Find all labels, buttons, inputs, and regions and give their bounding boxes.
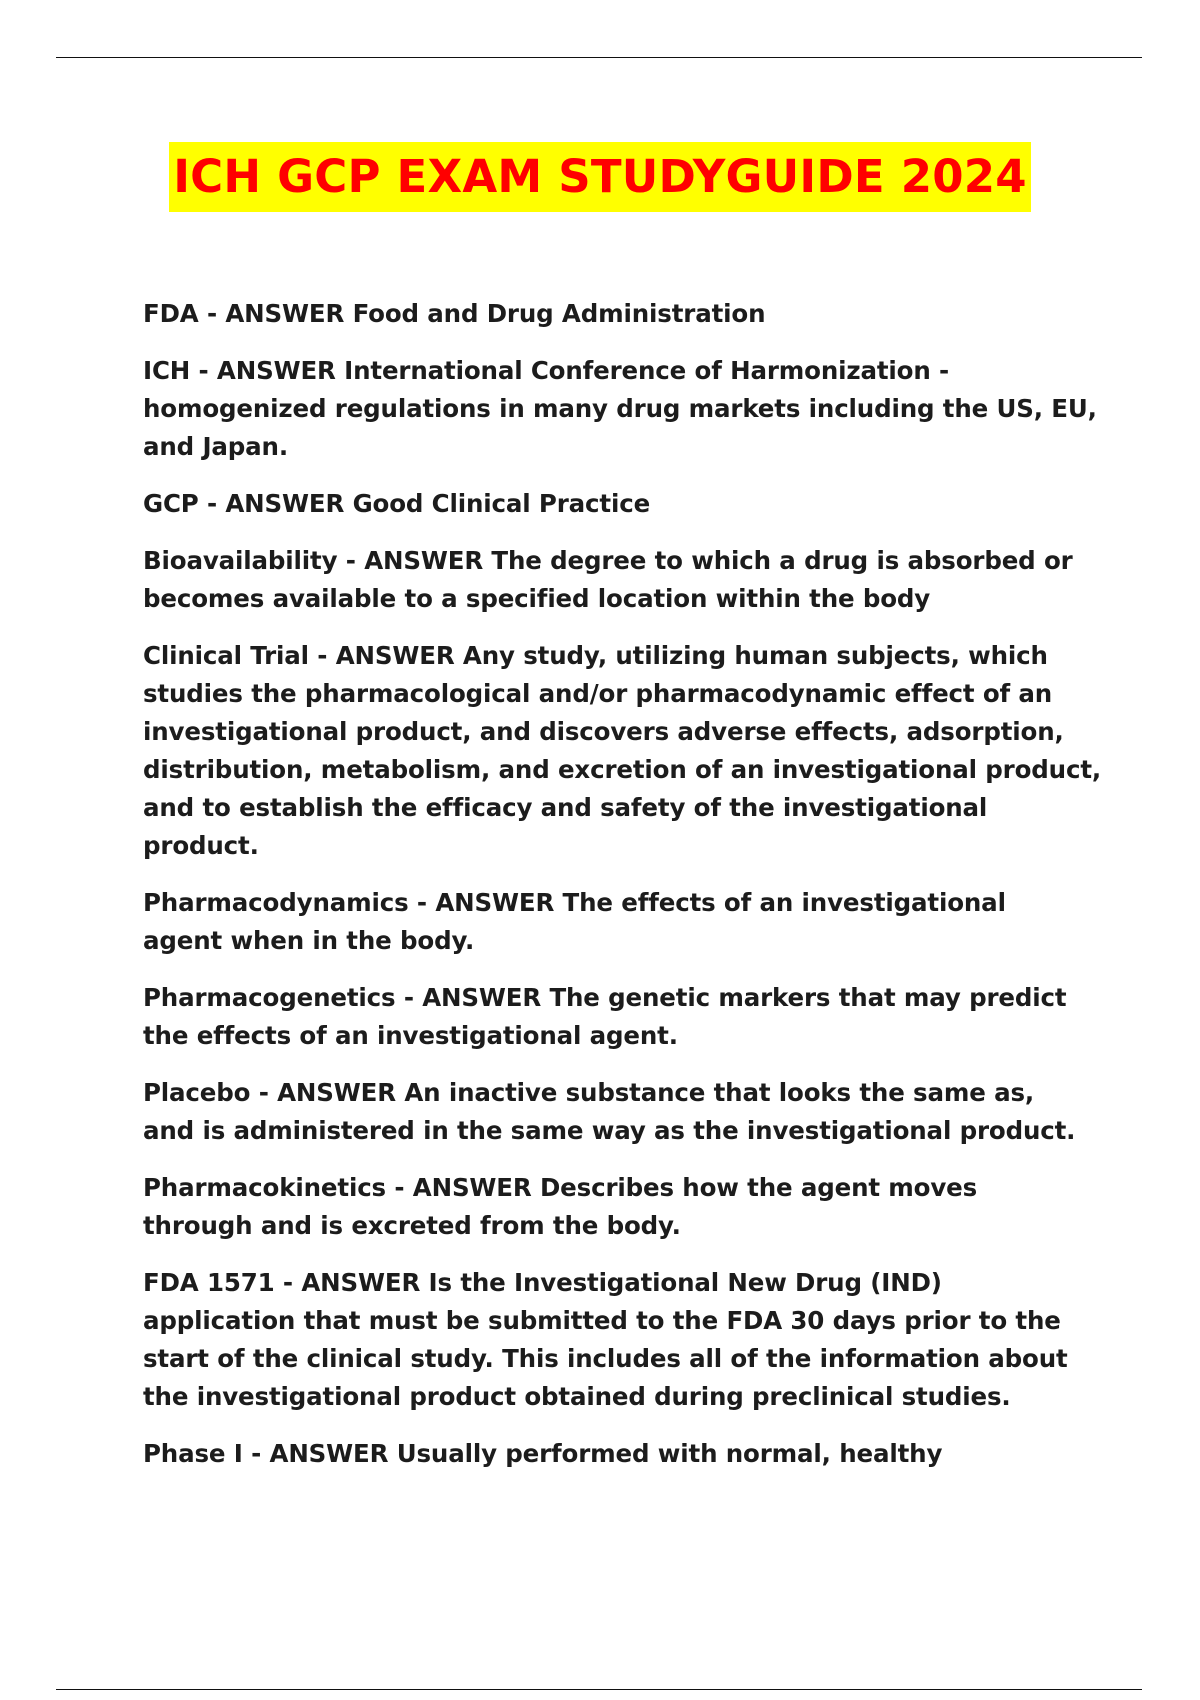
- entry-line: FDA 1571 - ANSWER Is the Investigational New Drug (IND): [143, 1268, 942, 1297]
- entry-line: distribution, metabolism, and excretion of an investigational product,: [143, 755, 1102, 784]
- entry-line: investigational product, and discovers adverse effects, adsorption,: [143, 717, 1064, 746]
- entry-pharmacodynamics: [143, 884, 1143, 960]
- bottom-rule: [56, 1689, 1142, 1690]
- entry-pharmacogenetics: [143, 979, 1143, 1055]
- entry-ich: [143, 352, 1143, 466]
- top-rule: [56, 57, 1142, 58]
- entry-phase-i: [143, 1435, 1143, 1473]
- entry-line: and Japan.: [143, 432, 289, 461]
- entry-line: FDA - ANSWER Food and Drug Administration: [143, 299, 766, 328]
- entry-line: Phase I - ANSWER Usually performed with normal, healthy: [143, 1439, 943, 1468]
- entry-placebo: [143, 1074, 1143, 1150]
- entry-fda: [143, 295, 1143, 333]
- entry-line: Pharmacogenetics - ANSWER The genetic markers that may predict: [143, 983, 1067, 1012]
- entry-line: product.: [143, 831, 259, 860]
- entry-line: the effects of an investigational agent.: [143, 1021, 678, 1050]
- entry-bioavailability: [143, 542, 1143, 618]
- entry-line: agent when in the body.: [143, 926, 475, 955]
- entry-line: Placebo - ANSWER An inactive substance that looks the same as,: [143, 1078, 1035, 1107]
- entry-line: studies the pharmacological and/or pharmacodynamic effect of an: [143, 679, 1053, 708]
- document-title: ICH GCP EXAM STUDYGUIDE 2024: [169, 142, 1031, 212]
- entry-line: the investigational product obtained during preclinical studies.: [143, 1382, 1011, 1411]
- entry-clinical-trial: [143, 637, 1143, 865]
- title-area: [0, 142, 1200, 212]
- entry-line: through and is excreted from the body.: [143, 1211, 681, 1240]
- entry-line: and is administered in the same way as the investigational product.: [143, 1116, 1076, 1145]
- entry-line: homogenized regulations in many drug markets including the US, EU,: [143, 394, 1097, 423]
- entry-line: Bioavailability - ANSWER The degree to which a drug is absorbed or: [143, 546, 1073, 575]
- entry-line: ICH - ANSWER International Conference of Harmonization -: [143, 356, 950, 385]
- entry-line: and to establish the efficacy and safety of the investigational: [143, 793, 988, 822]
- entry-fda-1571: [143, 1264, 1143, 1416]
- study-entries: [143, 295, 1143, 1492]
- entry-pharmacokinetics: [143, 1169, 1143, 1245]
- entry-line: Pharmacodynamics - ANSWER The effects of an investigational: [143, 888, 1006, 917]
- entry-line: Pharmacokinetics - ANSWER Describes how the agent moves: [143, 1173, 978, 1202]
- entry-line: application that must be submitted to the FDA 30 days prior to the: [143, 1306, 1061, 1335]
- entry-line: Clinical Trial - ANSWER Any study, utilizing human subjects, which: [143, 641, 1048, 670]
- entry-line: start of the clinical study. This includes all of the information about: [143, 1344, 1068, 1373]
- entry-line: GCP - ANSWER Good Clinical Practice: [143, 489, 651, 518]
- entry-gcp: [143, 485, 1143, 523]
- entry-line: becomes available to a specified location within the body: [143, 584, 931, 613]
